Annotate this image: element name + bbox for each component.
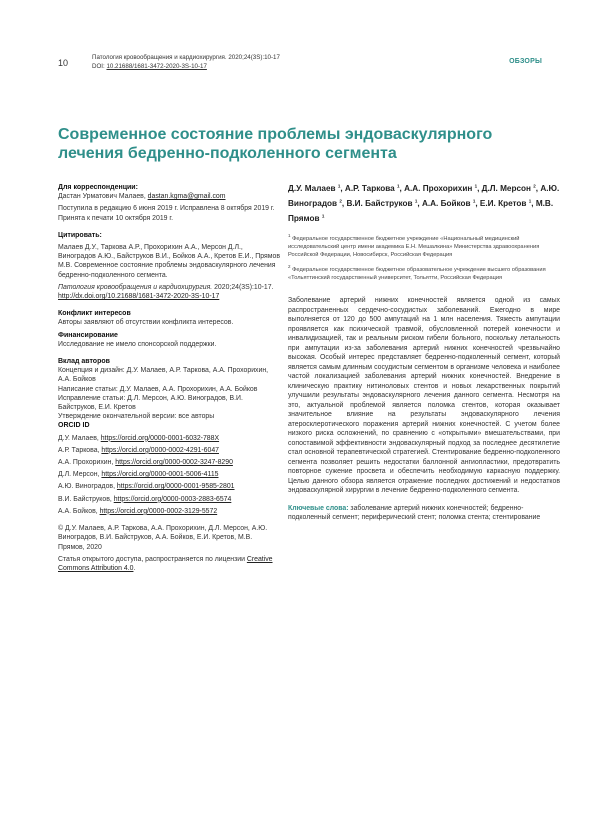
contribution-line: Утверждение окончательной версии: все авторы xyxy=(58,413,215,421)
left-column xyxy=(58,183,280,573)
contribution-line: Исправление статьи: Д.Л. Мерсон, А.Ю. Виноградов, В.И. Байструков, Е.И. Кретов xyxy=(58,394,243,412)
correspondence-line xyxy=(58,192,280,201)
contribution-line: Концепция и дизайн: Д.У. Малаев, А.Р. Таркова, А.А. Прохорихин, А.А. Бойков xyxy=(58,367,269,384)
citation-text: Малаев Д.У., Таркова А.Р., Прохорихин А.А., Мерсон Д.Л., Виноградов А.Ю., Байструков В.И., Бойков А.А., Кретов Е.И., Прямов М.В. Современное состояние проблемы эндоваскулярного лечения бедренно-подколенного сегмента. xyxy=(58,244,280,279)
author: М.В. Прямов $^1$ xyxy=(288,199,554,224)
orcid-name: А.Ю. Виноградов, xyxy=(58,483,117,491)
orcid-name: В.И. Байструков, xyxy=(58,495,114,503)
orcid-link[interactable]: https://orcid.org/0000-0003-2883-6574 xyxy=(113,495,232,503)
journal-header xyxy=(92,53,280,71)
conflict-text: Авторы заявляют об отсутствии конфликта интересов. xyxy=(58,319,234,327)
license xyxy=(58,555,280,573)
affiliations xyxy=(288,232,560,282)
orcid-link[interactable]: https://orcid.org/0000-0001-6032-788X xyxy=(100,434,220,442)
contribution-heading: Вклад авторов xyxy=(58,358,110,366)
orcid-link[interactable]: https://orcid.org/0000-0002-4291-6047 xyxy=(101,446,219,454)
section-tag: ОБЗОРЫ xyxy=(509,58,542,65)
citation-heading: Цитировать: xyxy=(58,231,102,239)
orcid-link[interactable]: https://orcid.org/0000-0002-3247-8290 xyxy=(115,459,233,467)
page-number: 10 xyxy=(58,58,69,68)
keywords-label: Ключевые слова: xyxy=(288,504,349,512)
author: Д.У. Малаев $^1$, xyxy=(288,183,345,193)
keywords-text: заболевание артерий нижних конечностей; бедренно-подколенный сегмент; периферический стент; поломка стента; стентирование xyxy=(288,504,541,522)
doi-line xyxy=(92,62,280,71)
orcid-link[interactable]: https://orcid.org/0000-0002-3129-5572 xyxy=(99,507,218,515)
license-end: . xyxy=(133,564,136,572)
correspondence-name: Дастан Урматович Малаев, xyxy=(58,193,148,201)
correspondence-email[interactable]: dastan.kgma@gmail.com xyxy=(147,193,226,201)
author: А.Ю. Виноградов $^2$, xyxy=(288,183,560,209)
orcid-entry xyxy=(58,507,280,516)
citation-link[interactable]: http://dx.doi.org/10.21688/1681-3472-2020-3S-10-17 xyxy=(58,293,220,301)
keywords xyxy=(288,504,560,523)
author: Е.И. Кретов $^1$, xyxy=(479,198,536,209)
citation-year: 2020;24(3S):10-17. xyxy=(212,283,274,291)
correspondence-heading: Для корреспонденции: xyxy=(58,184,138,191)
orcid-name: Д.Л. Мерсон, xyxy=(58,471,102,479)
right-column xyxy=(288,180,560,523)
funding-text: Исследование не имело спонсорской поддержки. xyxy=(58,340,217,348)
citation-journal: Патология кровообращения и кардиохирургия. xyxy=(58,283,213,291)
orcid-entry xyxy=(58,434,280,443)
doi-label: DOI: xyxy=(92,63,107,70)
received-dates: Поступила в редакцию 6 июня 2019 г. Исправлена 8 октября 2019 г. Принята к печати 10 октября 2019 г. xyxy=(58,205,275,222)
author: А.Р. Таркова $^1$, xyxy=(344,183,405,193)
orcid-link[interactable]: https://orcid.org/0000-0001-9585-2801 xyxy=(116,483,235,491)
orcid-entry xyxy=(58,458,280,467)
orcid-name: А.А. Бойков, xyxy=(58,507,100,515)
article-title: Современное состояние проблемы эндоваскулярного лечения бедренно-подколенного сегмента xyxy=(58,126,493,162)
author: Д.Л. Мерсон $^2$, xyxy=(481,183,541,193)
orcid-link[interactable]: https://orcid.org/0000-0001-5006-4115 xyxy=(101,471,219,479)
abstract: Заболевание артерий нижних конечностей является одной из самых распространенных сердечно-сосудистых заболеваний. Ежегодно в мире выполняется от 120 до 500 ампутаций на 1 млн населения. Тяжесть ампутации проявляется как психической травмой, обусловленной потерей конечности и инвалидизацией, так и реальным риском гибели больного, поскольку летальность при ампутации из-за заболевания артерий нижних конечностей чрезвычайно высокая. Особый интерес представляет бедренно-подколенный сегмент, который является самым длинным сосудистым сегментом в организме человека и наиболее частой локализацией заболевания артерий нижних конечностей. Внедрение в клиническую практику нитиноловых стентов и новых лекарственных покрытий улучшили результаты эндоваскулярного лечения данного сегмента. Несмотря на это, актуальной проблемой является поломка стентов, которая оказывает значительное влияние на результаты эндоваскулярного лечения атеросклеротического поражения артерий нижних конечностей. С учетом более низкого риска осложнений, по сравнению с «открытыми» вмешательствами, при сопоставимой эффективности эндоваскулярный подход за последнее десятилетие стал основной терапевтической стратегией. Стентирование бедренно-подколенного сегмента позволяет решить недостатки баллонной ангиопластики, предотвратить повторное сужение просвета и обеспечить необходимую каркасную поддержку. Целью данного обзора является отражение последних достижений и недостатков эндоваскулярной хирургии в лечение бедренно-подколенного сегмента. xyxy=(288,297,560,495)
affiliation: $^1$ Федеральное государственное бюджетное учреждение «Национальный медицинский исследовательский центр имени академика Е.Н. Мешалкина» Министерства здравоохранения Российской Федерации, Новосибирск, Российская Федерация xyxy=(288,232,540,259)
journal-line: Патология кровообращения и кардиохирургия. 2020;24(3S):10-17 xyxy=(92,54,280,61)
license-link[interactable]: Creative Commons Attribution 4.0 xyxy=(58,555,273,572)
orcid-name: А.Р. Таркова, xyxy=(58,446,102,454)
copyright: © Д.У. Малаев, А.Р. Таркова, А.А. Прохорихин, Д.Л. Мерсон, А.Ю. Виноградов, В.И. Байструков, А.А. Бойков, Е.И. Кретов, М.В. Прямов, 2020 xyxy=(58,525,268,551)
doi-link[interactable]: 10.21688/1681-3472-2020-3S-10-17 xyxy=(106,63,207,70)
orcid-entry xyxy=(58,482,280,491)
license-text: Статья открытого доступа, распространяется по лицензии xyxy=(58,555,247,563)
author: А.А. Прохорихин $^1$, xyxy=(404,183,482,193)
orcid-name: А.А. Прохорихин, xyxy=(58,459,116,467)
orcid-name: Д.У. Малаев, xyxy=(58,434,101,442)
author: В.И. Байструков $^1$, xyxy=(346,198,422,209)
contribution-line: Написание статьи: Д.У. Малаев, А.А. Прохорихин, А.А. Бойков xyxy=(58,385,258,393)
orcid-entry xyxy=(58,446,280,455)
orcid-entry xyxy=(58,495,280,504)
author-list xyxy=(288,180,560,226)
orcid-heading: ORCID ID xyxy=(58,422,90,430)
affiliation: $^2$ Федеральное государственное бюджетное образовательное учреждение высшего образования «Тольяттинский государственный университет, Тольятти, Российская Федерация xyxy=(288,263,546,281)
citation-source xyxy=(58,283,280,301)
author: А.А. Бойков $^1$, xyxy=(421,198,480,209)
orcid-entry xyxy=(58,470,280,479)
conflict-heading: Конфликт интересов xyxy=(58,310,131,318)
funding-heading: Финансирование xyxy=(58,331,118,339)
